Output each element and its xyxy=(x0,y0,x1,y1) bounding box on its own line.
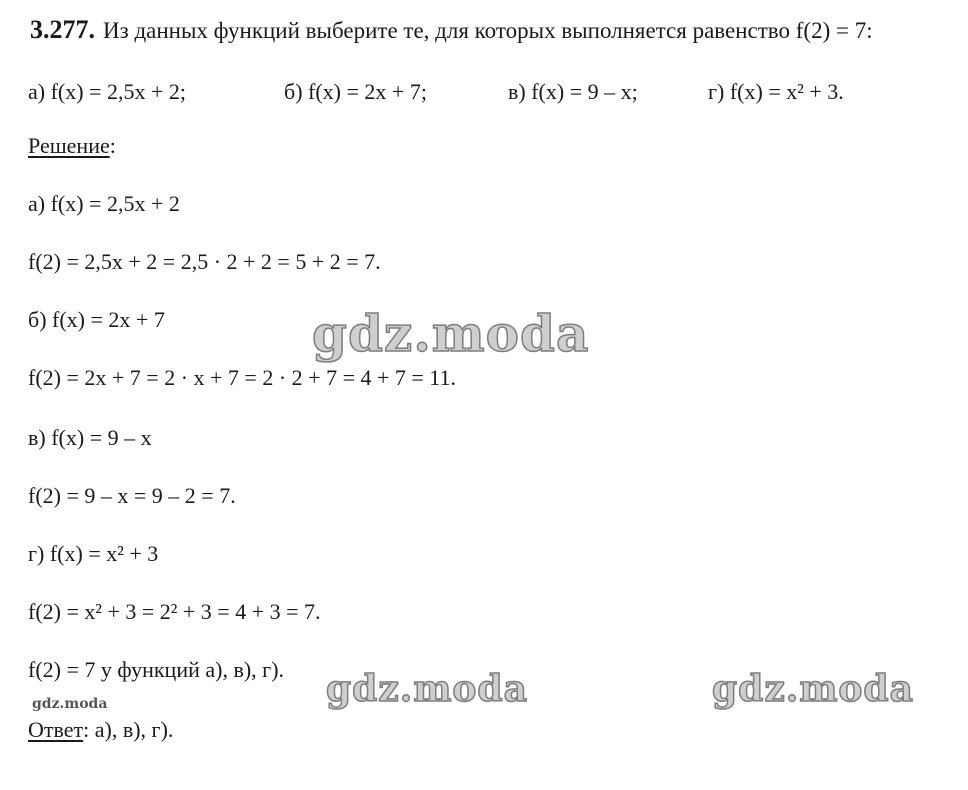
option-a: а) f(x) = 2,5x + 2; xyxy=(28,79,186,104)
watermark-bottom-right: gdz.moda xyxy=(712,668,914,710)
problem-number: 3.277. xyxy=(30,15,95,44)
solution-line-a-function: а) f(x) = 2,5x + 2 xyxy=(28,191,180,216)
solution-conclusion: f(2) = 7 у функций а), в), г). xyxy=(28,657,285,682)
solution-line-b-calc: f(2) = 2x + 7 = 2 · x + 7 = 2 · 2 + 7 = 4 + 7 = 11. xyxy=(28,365,456,390)
solution-line-c-function: в) f(x) = 9 – x xyxy=(28,425,152,450)
option-d: г) f(x) = x² + 3. xyxy=(708,79,844,104)
solution-heading xyxy=(28,132,116,160)
answer-label: Ответ xyxy=(28,717,84,742)
solution-line-c-calc: f(2) = 9 – x = 9 – 2 = 7. xyxy=(28,483,236,508)
answer-line xyxy=(28,716,173,744)
watermark-center: gdz.moda xyxy=(312,304,590,363)
solution-heading-label: Решение xyxy=(28,133,110,158)
solution-heading-colon: : xyxy=(109,133,116,158)
option-c: в) f(x) = 9 – x; xyxy=(508,79,638,104)
watermark-bottom-left: gdz.moda xyxy=(326,668,528,710)
solution-line-d-function: г) f(x) = x² + 3 xyxy=(28,541,159,566)
option-b: б) f(x) = 2x + 7; xyxy=(284,79,427,104)
solution-line-b-function: б) f(x) = 2x + 7 xyxy=(28,307,165,332)
solution-line-d-calc: f(2) = x² + 3 = 2² + 3 = 4 + 3 = 7. xyxy=(28,599,321,624)
problem-text: Из данных функций выберите те, для которых выполняется равенство f(2) = 7: xyxy=(103,18,873,43)
answer-text: : а), в), г). xyxy=(83,717,174,742)
problem-statement xyxy=(30,16,873,45)
solution-line-a-calc: f(2) = 2,5x + 2 = 2,5 · 2 + 2 = 5 + 2 = 7. xyxy=(28,249,381,274)
watermark-small: gdz.moda xyxy=(32,696,108,712)
